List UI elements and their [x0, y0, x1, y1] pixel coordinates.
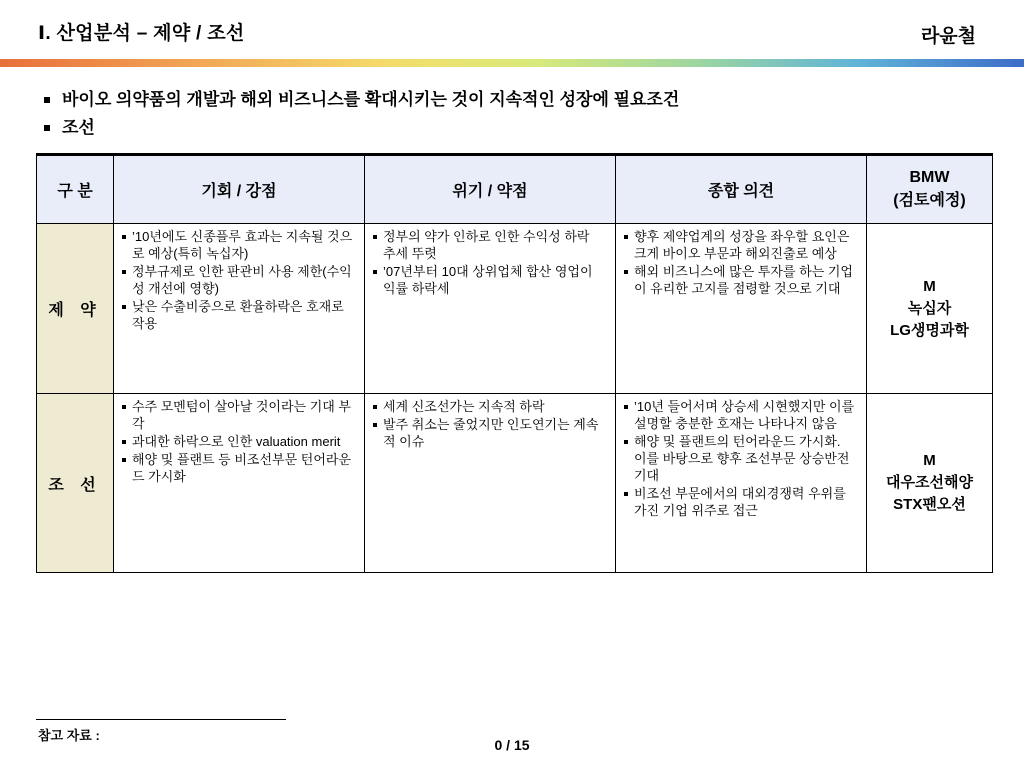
square-bullet-icon [44, 125, 50, 131]
list-item: 정부의 약가 인하로 인한 수익성 하락 추세 뚜렷 [373, 228, 605, 262]
intro-bullet-text: 바이오 의약품의 개발과 해외 비즈니스를 확대시키는 것이 지속적인 성장에 필요조건 [62, 90, 680, 109]
bmw-cell [867, 224, 993, 394]
page-number: 0 / 15 [494, 737, 530, 753]
opinion-cell [616, 394, 867, 573]
header-bmw [867, 155, 993, 224]
bmw-company: STX팬오션 [893, 496, 966, 513]
header-category: 구 분 [37, 155, 114, 224]
footer-divider [36, 719, 286, 720]
intro-bullet-list [44, 86, 679, 142]
list-item: 비조선 부문에서의 대외경쟁력 우위를 가진 기업 위주로 접근 [624, 485, 856, 519]
opportunity-cell [114, 224, 365, 394]
list-item: 낮은 수출비중으로 환율하락은 호재로 작용 [122, 298, 354, 332]
bmw-company: 대우조선해양 [886, 474, 973, 491]
list-item: 발주 취소는 줄었지만 인도연기는 계속적 이슈 [373, 416, 605, 450]
intro-bullet-text: 조선 [62, 118, 95, 137]
list-item: 해양 및 플랜트 등 비조선부문 턴어라운드 가시화 [122, 451, 354, 485]
page-title: Ⅰ. 산업분석 – 제약 / 조선 [38, 23, 245, 44]
bmw-cell [867, 394, 993, 573]
threat-cell [365, 224, 616, 394]
bmw-rating: M [923, 277, 936, 295]
bmw-company: LG생명과학 [890, 321, 969, 339]
list-item: 수주 모멘텀이 살아날 것이라는 기대 부각 [122, 398, 354, 432]
opinion-cell [616, 224, 867, 394]
table-header-row [37, 155, 993, 224]
header-bmw-title: BMW [909, 169, 950, 186]
header-opportunity: 기회 / 강점 [114, 155, 365, 224]
list-item: 과대한 하락으로 인한 valuation merit [122, 433, 354, 450]
opportunity-cell [114, 394, 365, 573]
header-opinion: 종합 의견 [616, 155, 867, 224]
row-category: 조 선 [37, 394, 114, 573]
list-item: 해양 및 플랜트의 턴어라운드 가시화. 이를 바탕으로 향후 조선부문 상승반전 기대 [624, 433, 856, 484]
list-item: ’10년 들어서며 상승세 시현했지만 이를 설명할 충분한 호재는 나타나지 않음 [624, 398, 856, 432]
header-threat: 위기 / 약점 [365, 155, 616, 224]
table-row [37, 224, 993, 394]
threat-cell [365, 394, 616, 573]
intro-bullet-item [44, 114, 679, 142]
author-name: 라윤철 [920, 26, 976, 47]
industry-analysis-table [36, 153, 993, 573]
list-item: ’10년에도 신종플루 효과는 지속될 것으로 예상(특히 녹십자) [122, 228, 354, 262]
bmw-rating: M [923, 452, 936, 469]
list-item: 세계 신조선가는 지속적 하락 [373, 398, 605, 415]
list-item: ’07년부터 10대 상위업체 합산 영업이익률 하락세 [373, 263, 605, 297]
header-gradient-divider [0, 59, 1024, 67]
list-item: 정부규제로 인한 판관비 사용 제한(수익성 개선에 영향) [122, 263, 354, 297]
list-item: 향후 제약업계의 성장을 좌우할 요인은 크게 바이오 부문과 해외진출로 예상 [624, 228, 856, 262]
list-item: 해외 비즈니스에 많은 투자를 하는 기업이 유리한 고지를 점령할 것으로 기대 [624, 263, 856, 297]
row-category: 제 약 [37, 224, 114, 394]
reference-label: 참고 자료 : [38, 728, 100, 743]
header-bmw-note: (검토예정) [893, 192, 966, 209]
bmw-company: 녹십자 [907, 299, 952, 317]
intro-bullet-item [44, 86, 679, 114]
table-row [37, 394, 993, 573]
square-bullet-icon [44, 97, 50, 103]
